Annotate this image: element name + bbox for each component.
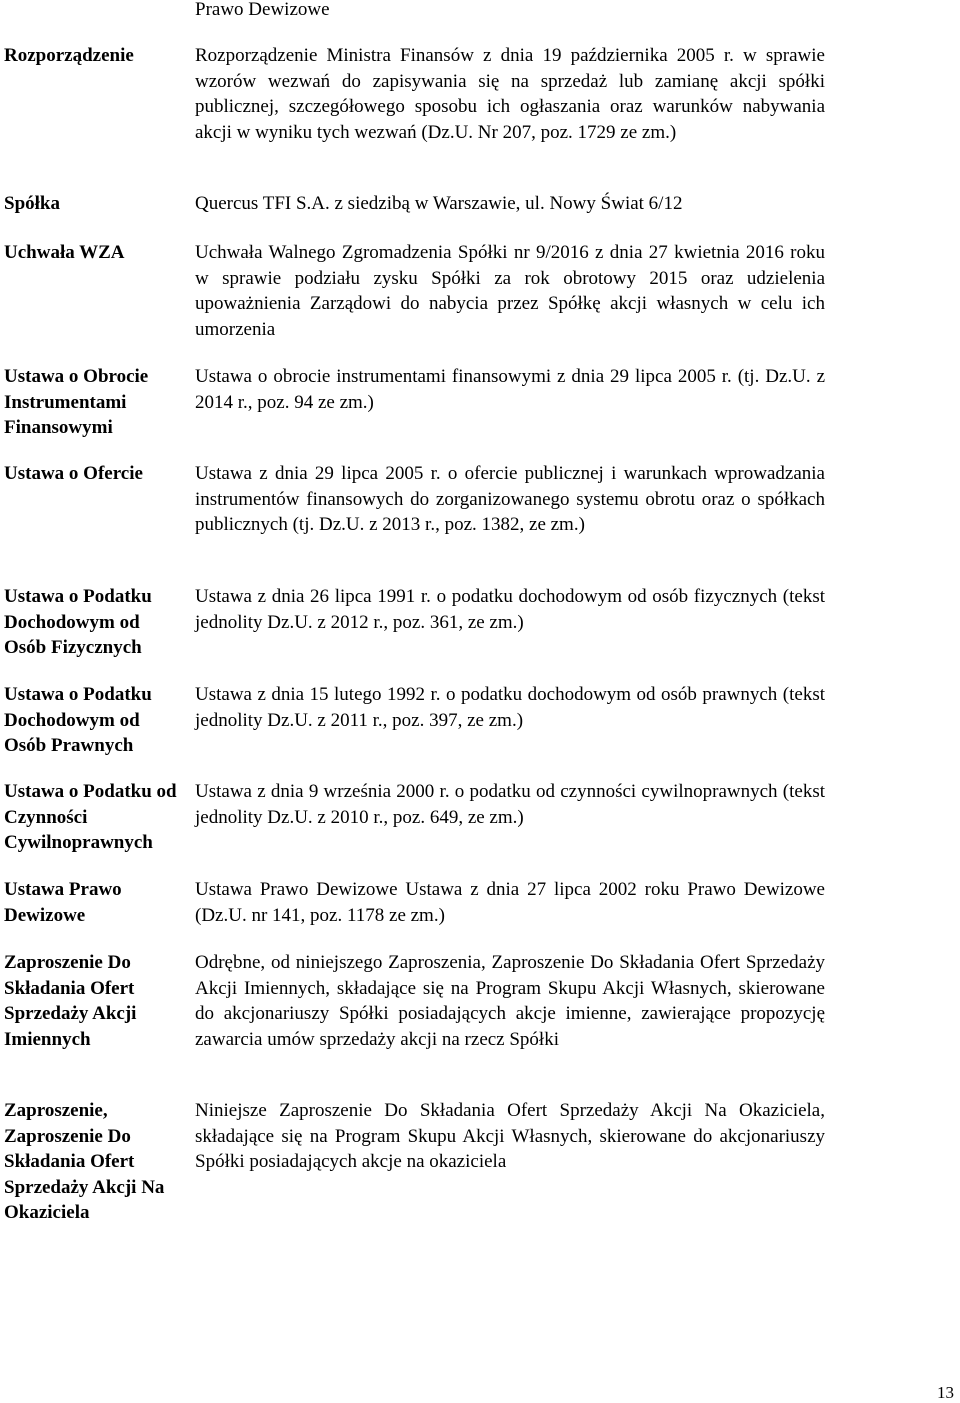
definition-ustawa-o-obrocie: Ustawa o obrocie instrumentami finansowymi z dnia 29 lipca 2005 r. (tj. Dz.U. z 2014 r., poz. 94 ze zm.) [195, 366, 825, 413]
definition-ustawa-pdop: Ustawa z dnia 15 lutego 1992 r. o podatku dochodowym od osób prawnych (tekst jednolity Dz.U. z 2011 r., poz. 397, ze zm.) [195, 684, 825, 731]
term-ustawa-pcc: Ustawa o Podatku od Czynności Cywilnoprawnych [4, 781, 177, 853]
term-rozporzadzenie: Rozporządzenie [4, 45, 134, 66]
definition-ustawa-pdof: Ustawa z dnia 26 lipca 1991 r. o podatku dochodowym od osób fizycznych (tekst jednolity Dz.U. z 2012 r., poz. 361, ze zm.) [195, 586, 825, 633]
term-ustawa-o-ofercie: Ustawa o Ofercie [4, 463, 143, 484]
definition-zaproszenie-okaziciela: Niniejsze Zaproszenie Do Składania Ofert Sprzedaży Akcji Na Okaziciela, składające się na Program Skupu Akcji Własnych, skierowane do akcjonariuszy Spółki posiadających akcje na okaziciela [195, 1100, 825, 1172]
page-number: 13 [937, 1383, 954, 1402]
term-zaproszenie-imienne: Zaproszenie Do Składania Ofert Sprzedaży Akcji Imiennych [4, 952, 137, 1050]
term-spolka: Spółka [4, 193, 60, 214]
definition-rozporzadzenie: Rozporządzenie Ministra Finansów z dnia 19 października 2005 r. w sprawie wzorów wezwań do zapisywania się na sprzedaż lub zamianę akcji spółki publicznej, szczegółowego sposobu ich ogłaszania oraz warunków nabywania akcji w wyniku tych wezwań (Dz.U. Nr 207, poz. 1729 ze zm.) [195, 45, 825, 143]
term-ustawa-pdop: Ustawa o Podatku Dochodowym od Osób Prawnych [4, 684, 152, 756]
definition-zaproszenie-imienne: Odrębne, od niniejszego Zaproszenia, Zaproszenie Do Składania Ofert Sprzedaży Akcji Imiennych, składające się na Program Skupu Akcji Własnych, skierowane do akcjonariuszy Spółki posiadających akcje imienne, zawierające propozycję zawarcia umów sprzedaży akcji na rzecz Spółki [195, 952, 825, 1050]
term-ustawa-pdof: Ustawa o Podatku Dochodowym od Osób Fizycznych [4, 586, 152, 658]
definition-spolka: Quercus TFI S.A. z siedzibą w Warszawie, ul. Nowy Świat 6/12 [195, 193, 683, 214]
continued-text-fragment: Prawo Dewizowe [195, 0, 330, 20]
term-zaproszenie-okaziciela: Zaproszenie, Zaproszenie Do Składania Ofert Sprzedaży Akcji Na Okaziciela [4, 1100, 165, 1223]
term-ustawa-prawo-dewizowe: Ustawa Prawo Dewizowe [4, 879, 122, 926]
term-uchwala-wza: Uchwała WZA [4, 242, 125, 263]
definition-uchwala-wza: Uchwała Walnego Zgromadzenia Spółki nr 9/2016 z dnia 27 kwietnia 2016 roku w sprawie podziału zysku Spółki za rok obrotowy 2015 oraz udzielenia upoważnienia Zarządowi do nabycia przez Spółkę akcji własnych w celu ich umorzenia [195, 242, 825, 340]
definition-ustawa-o-ofercie: Ustawa z dnia 29 lipca 2005 r. o ofercie publicznej i warunkach wprowadzania instrumentów finansowych do zorganizowanego systemu obrotu oraz o spółkach publicznych (tj. Dz.U. z 2013 r., poz. 1382, ze zm.) [195, 463, 825, 535]
term-ustawa-o-obrocie: Ustawa o Obrocie Instrumentami Finansowymi [4, 366, 149, 438]
definition-ustawa-prawo-dewizowe: Ustawa Prawo Dewizowe Ustawa z dnia 27 lipca 2002 roku Prawo Dewizowe (Dz.U. nr 141, poz. 1178 ze zm.) [195, 879, 825, 926]
definition-ustawa-pcc: Ustawa z dnia 9 września 2000 r. o podatku od czynności cywilnoprawnych (tekst jednolity Dz.U. z 2010 r., poz. 649, ze zm.) [195, 781, 825, 828]
